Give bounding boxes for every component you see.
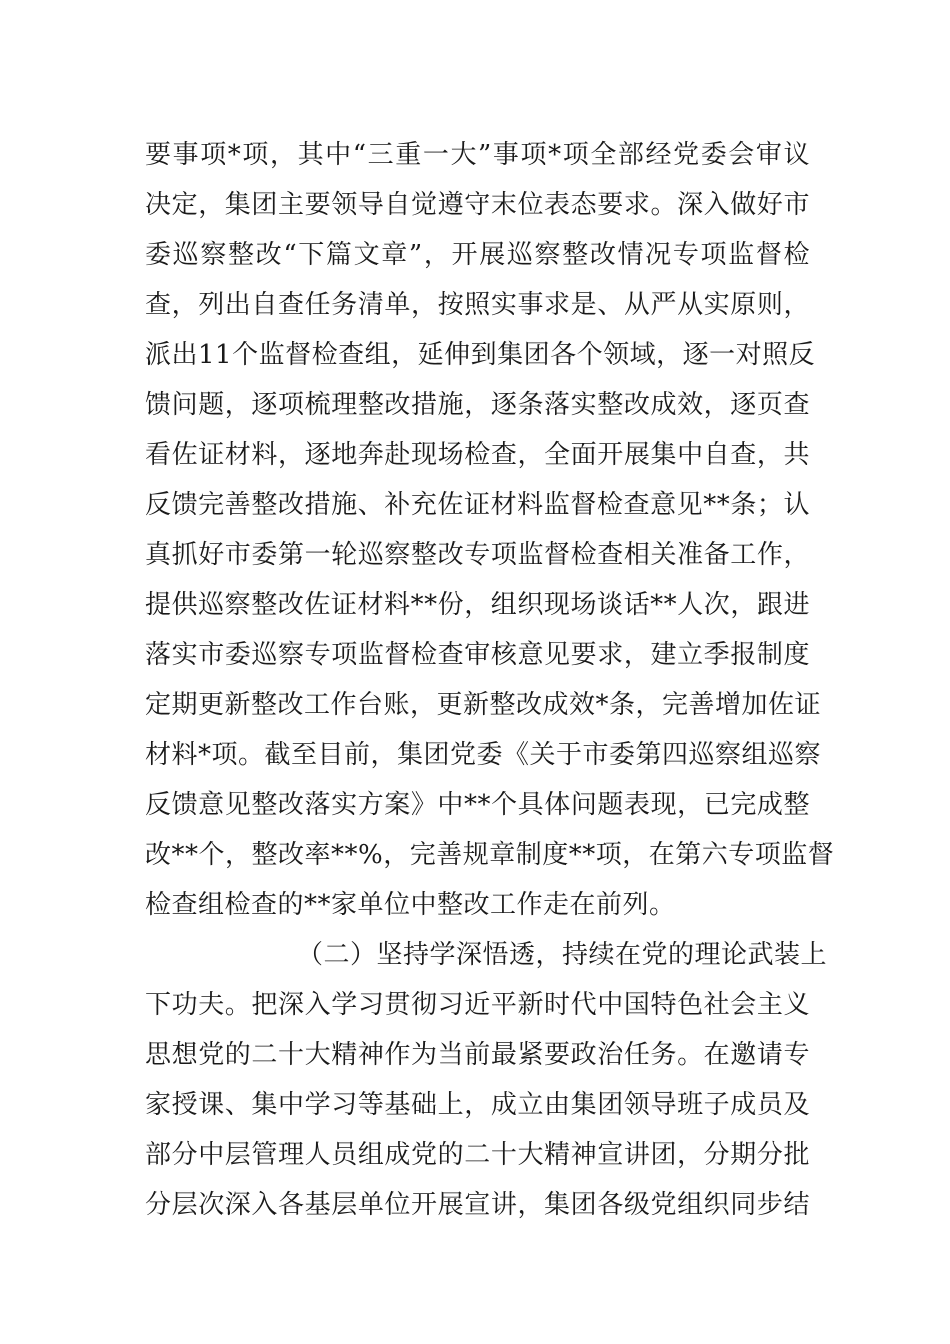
- text-line: 查，列出自查任务清单，按照实事求是、从严从实原则，: [145, 290, 810, 320]
- text-line: 改**个，整改率**%，完善规章制度**项，在第六专项监督: [145, 840, 835, 870]
- text-line: 委巡察整改“下篇文章”，开展巡察整改情况专项监督检: [145, 240, 810, 270]
- text-line: 材料*项。截至目前，集团党委《关于市委第四巡察组巡察: [145, 740, 822, 770]
- text-line: 下功夫。把深入学习贯彻习近平新时代中国特色社会主义: [145, 990, 810, 1020]
- text-line: 反馈意见整改落实方案》中**个具体问题表现，已完成整: [145, 790, 810, 820]
- text-line: 定期更新整改工作台账，更新整改成效*条，完善增加佐证: [145, 690, 822, 720]
- text-line: 落实市委巡察专项监督检查审核意见要求，建立季报制度: [145, 640, 810, 670]
- text-line: 分层次深入各基层单位开展宣讲，集团各级党组织同步结: [145, 1190, 810, 1220]
- text-line: 反馈完善整改措施、补充佐证材料监督检查意见**条；认: [145, 490, 810, 520]
- text-line: 派出11个监督检查组，延伸到集团各个领域，逐一对照反: [145, 340, 816, 370]
- section-heading-line: （二）坚持学深悟透，持续在党的理论武装上: [297, 940, 828, 970]
- text-line: 部分中层管理人员组成党的二十大精神宣讲团，分期分批: [145, 1140, 810, 1170]
- text-line: 决定，集团主要领导自觉遵守末位表态要求。深入做好市: [145, 190, 810, 220]
- text-line: 看佐证材料，逐地奔赴现场检查，全面开展集中自查，共: [145, 440, 810, 470]
- text-line: 馈问题，逐项梳理整改措施，逐条落实整改成效，逐页查: [145, 390, 810, 420]
- text-line: 提供巡察整改佐证材料**份，组织现场谈话**人次，跟进: [145, 590, 810, 620]
- text-line: 真抓好市委第一轮巡察整改专项监督检查相关准备工作，: [145, 540, 810, 570]
- text-line: 要事项*项，其中“三重一大”事项*项全部经党委会审议: [145, 140, 810, 170]
- paragraph-end-line: 检查组检查的**家单位中整改工作走在前列。: [145, 890, 676, 920]
- text-line: 思想党的二十大精神作为当前最紧要政治任务。在邀请专: [145, 1040, 810, 1070]
- text-line: 家授课、集中学习等基础上，成立由集团领导班子成员及: [145, 1090, 810, 1120]
